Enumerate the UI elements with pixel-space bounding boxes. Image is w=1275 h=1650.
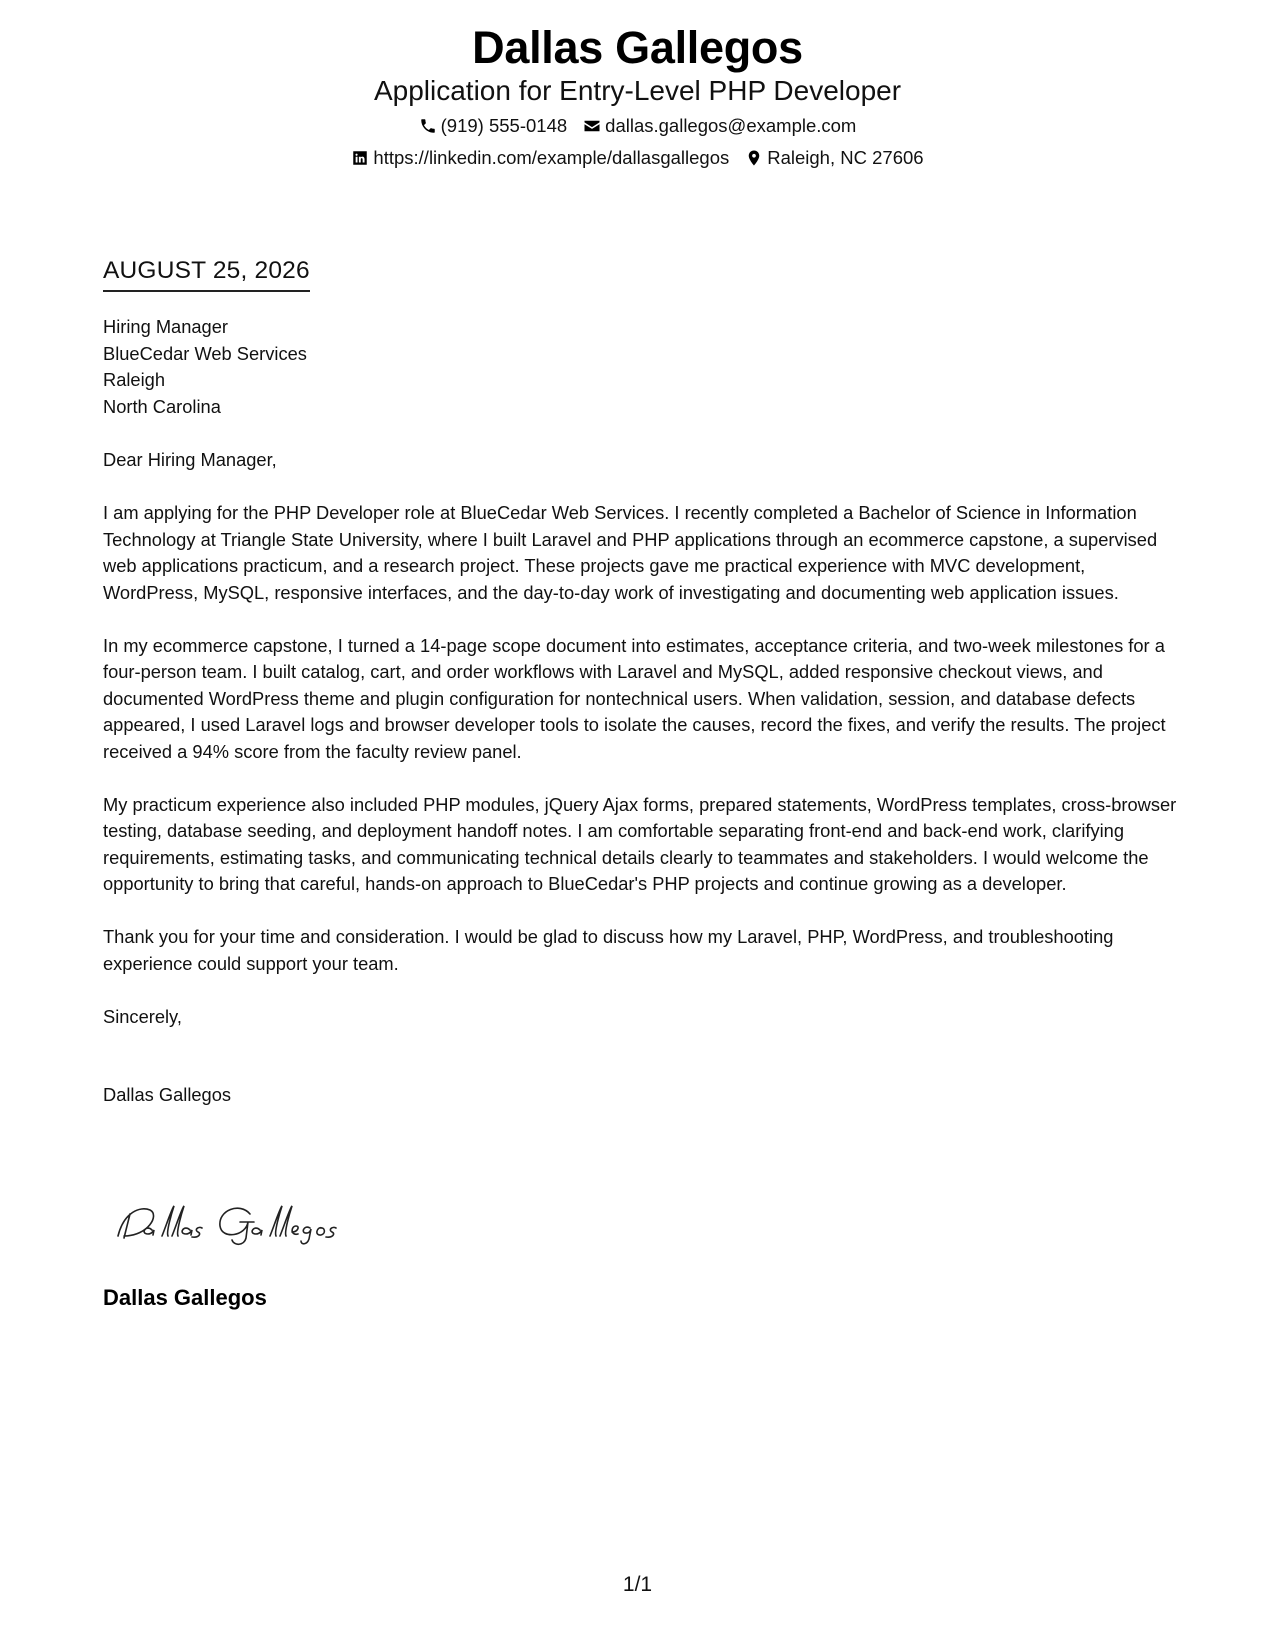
contact-email[interactable] — [583, 115, 856, 137]
recipient-title: Hiring Manager — [103, 316, 228, 337]
phone-icon — [419, 117, 437, 135]
date-block — [103, 256, 310, 292]
linkedin-text[interactable]: https://linkedin.com/example/dallasgallegos — [373, 147, 730, 168]
handwritten-signature — [110, 1192, 360, 1248]
applicant-name: Dallas Gallegos — [472, 22, 803, 73]
letter-header — [0, 22, 1275, 169]
linkedin-icon — [351, 149, 369, 167]
email-text[interactable]: dallas.gallegos@example.com — [605, 115, 857, 136]
contact-row-primary — [0, 115, 1275, 137]
paragraph-thanks: Thank you for your time and consideration. I would be glad to discuss how my Laravel, PHP, WordPress, and troubleshooting experience could support your team. — [103, 926, 1114, 974]
phone-text: (919) 555-0148 — [440, 115, 568, 136]
recipient-address — [103, 314, 1178, 420]
letter-body — [103, 314, 1178, 1109]
recipient-company: BlueCedar Web Services — [103, 342, 307, 364]
signer-footer-name: Dallas Gallegos — [103, 1285, 267, 1310]
paragraph-intro: I am applying for the PHP Developer role at BlueCedar Web Services. I recently completed a Bachelor of Science in Information Technology at Triangle State University, where I built Laravel and PHP applications through an ecommerce capstone, a supervised web applications practicum, and a research project. These projects gave me practical experience with MVC development, WordPress, MySQL, responsive interfaces, and the day-to-day work of investigating and documenting web application issues. — [103, 502, 1158, 603]
contact-phone — [419, 115, 568, 137]
envelope-icon — [583, 117, 601, 135]
contact-row-secondary — [0, 147, 1275, 169]
page-number: 1/1 — [622, 1573, 653, 1596]
recipient-state: North Carolina — [103, 395, 221, 417]
signer-typed-name: Dallas Gallegos — [103, 1084, 232, 1105]
paragraph-capstone: In my ecommerce capstone, I turned a 14-page scope document into estimates, acceptance criteria, and two-week milestones for a four-person team. I built catalog, cart, and order workflows with Laravel and MySQL, added responsive checkout views, and documented WordPress theme and plugin configuration for nontechnical users. When validation, session, and database defects appeared, I used Laravel logs and browser developer tools to isolate the causes, record the fixes, and verify the results. The project received a 94% score from the faculty review panel. — [103, 634, 1166, 762]
letter-date: AUGUST 25, 2026 — [103, 256, 310, 292]
map-marker-icon — [745, 149, 763, 167]
salutation: Dear Hiring Manager, — [103, 449, 277, 470]
contact-linkedin[interactable] — [351, 147, 729, 169]
recipient-city: Raleigh — [103, 369, 165, 390]
application-subtitle: Application for Entry-Level PHP Developer — [373, 75, 902, 106]
signature-graphic — [110, 1192, 360, 1248]
paragraph-practicum: My practicum experience also included PHP modules, jQuery Ajax forms, prepared statements, WordPress templates, cross-browser testing, database seeding, and deployment handoff notes. I am comfortable separating front-end and back-end work, clarifying requirements, estimating tasks, and communicating technical details clearly to teammates and stakeholders. I would welcome the opportunity to bring that careful, hands-on approach to BlueCedar's PHP projects and continue growing as a developer. — [103, 793, 1177, 894]
closing: Sincerely, — [103, 1005, 182, 1027]
location-text: Raleigh, NC 27606 — [767, 147, 924, 168]
contact-location — [745, 147, 923, 169]
